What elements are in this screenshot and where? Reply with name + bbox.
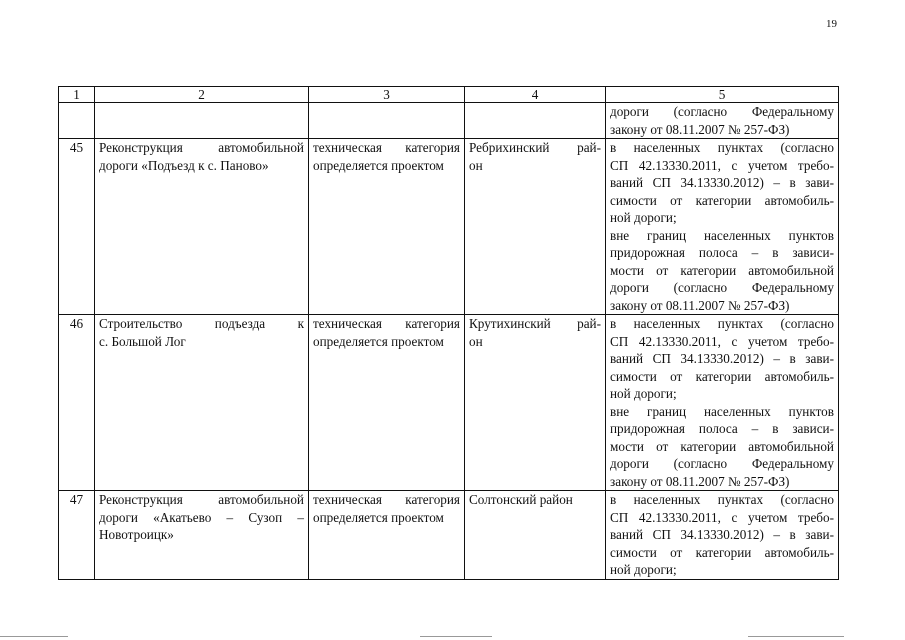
- notes-cell: [606, 491, 839, 580]
- notes-line: в населенных пунктах (согласно: [610, 316, 834, 331]
- header-cell: 4: [465, 87, 606, 103]
- scan-artifact-line: [748, 636, 844, 637]
- notes-line: придорожная полоса – в зависи-: [610, 245, 834, 260]
- notes-cell: [606, 103, 839, 139]
- notes-line: симости от категории автомобиль-: [610, 192, 834, 208]
- notes-line: ваний СП 34.13330.2012) – в зави-: [610, 175, 834, 190]
- number-cell: [59, 103, 95, 139]
- roads-table: [58, 86, 839, 580]
- notes-line: в населенных пунктах (согласно: [610, 140, 834, 155]
- notes-line: ной дороги;: [610, 386, 677, 401]
- table-header-row: [59, 87, 839, 103]
- name-line: дороги «Акатьево – Сузоп –: [99, 509, 304, 525]
- name-line: Реконструкция автомобильной: [99, 492, 304, 507]
- notes-cell: [606, 139, 839, 315]
- notes-line: СП 42.13330.2011, с учетом требо-: [610, 333, 834, 349]
- header-cell: 5: [606, 87, 839, 103]
- header-cell: 1: [59, 87, 95, 103]
- notes-line: ной дороги;: [610, 562, 677, 577]
- category-line: определяется проектом: [313, 509, 444, 525]
- table-row-continuation: [59, 103, 839, 139]
- category-cell: [309, 139, 465, 315]
- category-cell: [309, 315, 465, 491]
- name-line: с. Большой Лог: [99, 333, 186, 349]
- notes-line: симости от категории автомобиль-: [610, 368, 834, 384]
- number-cell: 45: [59, 139, 95, 315]
- district-line: он: [469, 333, 483, 349]
- district-cell: [465, 103, 606, 139]
- name-line: Реконструкция автомобильной: [99, 140, 304, 155]
- category-line: определяется проектом: [313, 157, 444, 173]
- notes-line: закону от 08.11.2007 № 257-ФЗ): [610, 473, 790, 489]
- notes-line: дороги (согласно Федеральному: [610, 104, 834, 119]
- name-line: Новотроицк»: [99, 527, 174, 542]
- category-line: техническая категория: [313, 140, 460, 155]
- notes-line: ваний СП 34.13330.2012) – в зави-: [610, 527, 834, 542]
- notes-line: придорожная полоса – в зависи-: [610, 421, 834, 436]
- notes-line: дороги (согласно Федеральному: [610, 280, 834, 295]
- category-cell: [309, 491, 465, 580]
- notes-line: вне границ населенных пунктов: [610, 227, 834, 243]
- notes-line: ваний СП 34.13330.2012) – в зави-: [610, 351, 834, 366]
- district-cell: [465, 491, 606, 580]
- page-number: 19: [826, 18, 837, 30]
- district-line: он: [469, 157, 483, 173]
- name-cell: [95, 103, 309, 139]
- district-line: Крутихинский рай-: [469, 316, 601, 331]
- notes-cell: [606, 315, 839, 491]
- name-cell: [95, 491, 309, 580]
- notes-line: закону от 08.11.2007 № 257-ФЗ): [610, 297, 790, 313]
- scan-artifact-line: [0, 636, 68, 637]
- table-row: [59, 491, 839, 580]
- category-line: техническая категория: [313, 492, 460, 507]
- header-cell: 2: [95, 87, 309, 103]
- number-cell: 46: [59, 315, 95, 491]
- notes-line: мости от категории автомобильной: [610, 438, 834, 454]
- name-line: дороги «Подъезд к с. Паново»: [99, 157, 269, 173]
- district-cell: [465, 139, 606, 315]
- name-cell: [95, 315, 309, 491]
- category-line: техническая категория: [313, 316, 460, 331]
- number-cell: 47: [59, 491, 95, 580]
- notes-line: в населенных пунктах (согласно: [610, 492, 834, 507]
- table-row: [59, 315, 839, 491]
- notes-line: мости от категории автомобильной: [610, 262, 834, 278]
- notes-line: ной дороги;: [610, 210, 677, 225]
- table-row: [59, 139, 839, 315]
- category-cell: [309, 103, 465, 139]
- notes-line: закону от 08.11.2007 № 257-ФЗ): [610, 121, 790, 137]
- notes-line: дороги (согласно Федеральному: [610, 456, 834, 471]
- scan-artifact-line: [420, 636, 492, 637]
- notes-line: СП 42.13330.2011, с учетом требо-: [610, 509, 834, 525]
- notes-line: вне границ населенных пунктов: [610, 403, 834, 419]
- name-line: Строительство подъезда к: [99, 316, 304, 331]
- notes-line: симости от категории автомобиль-: [610, 544, 834, 560]
- header-cell: 3: [309, 87, 465, 103]
- category-line: определяется проектом: [313, 333, 444, 349]
- district-line: Ребрихинский рай-: [469, 140, 601, 155]
- district-cell: [465, 315, 606, 491]
- notes-line: СП 42.13330.2011, с учетом требо-: [610, 157, 834, 173]
- district-line: Солтонский район: [469, 492, 573, 507]
- name-cell: [95, 139, 309, 315]
